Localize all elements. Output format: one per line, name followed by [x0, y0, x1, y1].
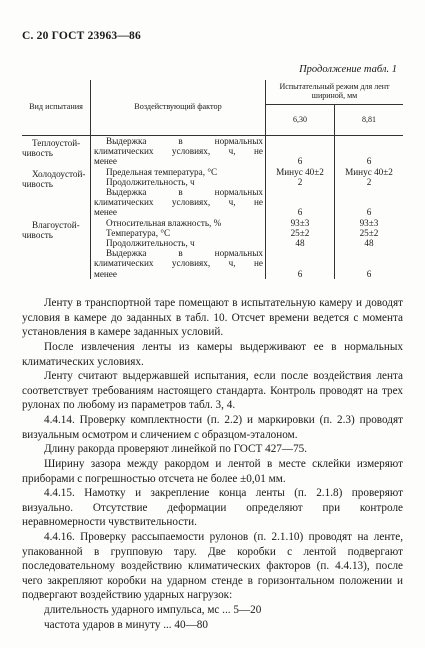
test-type-text: чивость [22, 148, 53, 159]
test-type-cell [22, 218, 91, 279]
value-width-2: Минус 40±2 [345, 166, 393, 177]
factor-text: климатических условиях, ч, не [94, 197, 263, 208]
paragraph: Ленту считают выдержавшей испытания, если после воздействия лента соответствует требованиям настоящего стандарта. Контроль проводят на трех рулонах по любому из параметров табл. 3, 4. [22, 370, 403, 412]
value-width-1: 25±2 [266, 228, 335, 238]
value-width-2: 6 [366, 207, 372, 218]
factor-text: менее [94, 268, 117, 279]
test-type-text: чивость [22, 178, 53, 189]
col-header-width-1: 6,30 [266, 105, 335, 136]
paragraph: Ширину зазора между ракордом и лентой в месте склейки измеряют приборами с погрешностью отсчета не более ±0,01 мм. [22, 458, 403, 485]
factor-cell [91, 136, 266, 167]
value-width-2: 6 [366, 156, 372, 167]
value-width-2: 25±2 [359, 227, 379, 238]
value-width-2: 93±3 [359, 217, 379, 228]
test-type-cell [22, 167, 91, 218]
test-type-text: Холодоустой- [32, 168, 86, 179]
table-row [22, 136, 403, 167]
value-width-1: 6 [266, 248, 335, 279]
factor-cell [91, 228, 266, 238]
factor-cell [91, 187, 266, 218]
list-line: длительность ударного импульса, мс ... 5—20 [44, 604, 262, 616]
list-line: частота ударов в минуту ... 40—80 [44, 619, 208, 631]
value-width-2: 6 [366, 268, 372, 279]
test-conditions-table [22, 80, 403, 279]
factor-text: Выдержка в нормальных [106, 136, 263, 146]
factor-cell [91, 248, 266, 279]
value-width-2: 2 [366, 176, 372, 187]
table-row [22, 167, 403, 177]
factor-text: менее [94, 207, 117, 218]
paragraph: Ленту в транспортной таре помещают в испытательную камеру и доводят условия в камере до заданных в табл. 10. Отсчет времени ведется с момента установления в камере заданных условий. [22, 297, 403, 339]
table-row [22, 218, 403, 228]
page-header: С. 20 ГОСТ 23963—86 [22, 30, 141, 42]
value-width-1: 6 [266, 136, 335, 167]
factor-text: Выдержка в нормальных [106, 187, 263, 198]
value-width-1: 6 [266, 187, 335, 218]
value-width-1: 93±3 [266, 218, 335, 228]
factor-cell [91, 177, 266, 187]
test-type-text: Влагоустой- [32, 219, 80, 230]
col-header-mode: Испытательный режим для лент шириной, мм [266, 80, 404, 105]
col-header-factor: Воздействующий фактор [91, 80, 266, 136]
factor-text: Относительная влажность, % [106, 217, 222, 228]
value-width-1: 48 [266, 238, 335, 248]
factor-cell [91, 238, 266, 248]
value-width-1: Минус 40±2 [266, 167, 335, 177]
paragraph: Длину ракорда проверяют линейкой по ГОСТ 427—75. [44, 443, 308, 455]
test-type-text: Теплоустой- [32, 138, 81, 148]
paragraph: 4.4.14. Проверку комплектности (п. 2.2) и маркировки (п. 2.3) проводят визуальным осмотром и сличением с образцом-эталоном. [22, 414, 403, 441]
test-type-cell [22, 136, 91, 167]
table-continuation-label: Продолжение табл. 1 [299, 64, 397, 75]
factor-text: климатических условиях, ч, не [94, 258, 263, 269]
factor-text: Продолжительность, ч [106, 176, 195, 187]
col-header-width-2: 8,81 [335, 105, 404, 136]
factor-cell [91, 167, 266, 177]
factor-text: Выдержка в нормальных [106, 248, 263, 259]
value-width-1: 2 [266, 177, 335, 187]
col-header-test-type: Вид испытания [22, 80, 91, 136]
factor-text: климатических условиях, ч, не [94, 146, 263, 157]
value-width-2: 48 [364, 238, 374, 249]
factor-cell [91, 218, 266, 228]
paragraph: 4.4.16. Проверку рассыпаемости рулонов (п. 2.1.10) проводят на ленте, упакованной в групповую тару. Две коробки с лентой подвергают последовательному воздействию климатических факторов (п. 4.4.13), после чего закрепляют коробки на ударном стенде в горизонтальном положении и подвергают воздействию ударных нагрузок: [22, 531, 403, 602]
paragraph: 4.4.15. Намотку и закрепление конца ленты (п. 2.1.8) проверяют визуально. Отсутствие деформации определяют при контроле неравномерности чувствительности. [22, 487, 403, 529]
test-type-text: чивость [22, 229, 53, 240]
paragraph: После извлечения ленты из камеры выдерживают ее в нормальных климатических условиях. [22, 341, 403, 368]
factor-text: Продолжительность, ч [106, 238, 195, 249]
factor-text: Предельная температура, °C [106, 166, 218, 177]
factor-text: менее [94, 156, 117, 167]
factor-text: Температура, °C [106, 227, 171, 238]
